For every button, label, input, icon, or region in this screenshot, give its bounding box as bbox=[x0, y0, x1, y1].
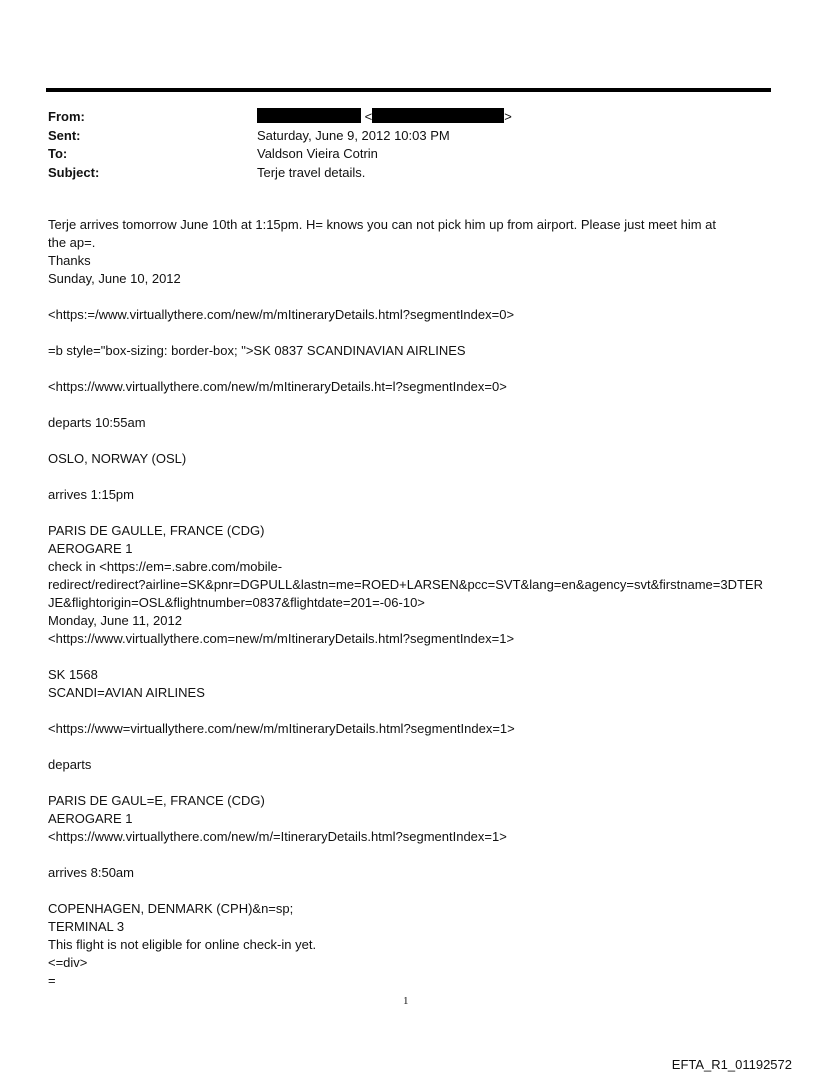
body-line: redirect/redirect?airline=SK&pnr=DGPULL&lastn=me=ROED+LARSEN&pcc=SVT&lang=en&agency=svt&firstname=3DTER bbox=[48, 577, 763, 592]
body-line: SCANDI=AVIAN AIRLINES bbox=[48, 685, 205, 700]
from-lt: < bbox=[364, 109, 373, 124]
email-body bbox=[48, 216, 778, 990]
body-line: = bbox=[48, 973, 56, 988]
body-line: AEROGARE 1 bbox=[48, 811, 133, 826]
body-line: TERMINAL 3 bbox=[48, 919, 125, 934]
document-id: EFTA_R1_01192572 bbox=[671, 1057, 792, 1072]
sent-value: Saturday, June 9, 2012 10:03 PM bbox=[257, 127, 450, 143]
blank-line bbox=[48, 468, 778, 486]
body-line: PARIS DE GAUL=E, FRANCE (CDG) bbox=[48, 793, 265, 808]
blank-line bbox=[48, 360, 778, 378]
blank-line bbox=[48, 504, 778, 522]
from-label: From: bbox=[48, 109, 85, 124]
blank-line bbox=[48, 648, 778, 666]
blank-line bbox=[48, 288, 778, 306]
body-line: departs 10:55am bbox=[48, 415, 146, 430]
body-line: arrives 8:50am bbox=[48, 865, 134, 880]
blank-line bbox=[48, 702, 778, 720]
body-line: Thanks bbox=[48, 253, 91, 268]
body-line: JE&flightorigin=OSL&flightnumber=0837&flightdate=201=-06-10> bbox=[48, 595, 425, 610]
body-line: This flight is not eligible for online check-in yet. bbox=[48, 937, 317, 952]
subject-value: Terje travel details. bbox=[257, 164, 366, 180]
blank-line bbox=[48, 738, 778, 756]
body-line: <https:=/www.virtuallythere.com/new/m/mItineraryDetails.html?segmentIndex=0> bbox=[48, 307, 515, 322]
body-line: Terje arrives tomorrow June 10th at 1:15pm. H= knows you can not pick him up from airport. Please just meet him at bbox=[48, 217, 716, 232]
body-line: <https://www.virtuallythere.com/new/m/mItineraryDetails.ht=l?segmentIndex=0> bbox=[48, 379, 507, 394]
body-line: check in <https://em=.sabre.com/mobile- bbox=[48, 559, 283, 574]
blank-line bbox=[48, 774, 778, 792]
blank-line bbox=[48, 396, 778, 414]
body-line: <https://www.virtuallythere.com/new/m/=ItineraryDetails.html?segmentIndex=1> bbox=[48, 829, 507, 844]
body-line: OSLO, NORWAY (OSL) bbox=[48, 451, 187, 466]
from-gt: > bbox=[504, 109, 512, 124]
body-line: COPENHAGEN, DENMARK (CPH)&n=sp; bbox=[48, 901, 294, 916]
body-line: the ap=. bbox=[48, 235, 96, 250]
body-line: <=div> bbox=[48, 955, 88, 970]
page-number: 1 bbox=[403, 995, 409, 1007]
body-line: <https://www.virtuallythere.com=new/m/mItineraryDetails.html?segmentIndex=1> bbox=[48, 631, 515, 646]
blank-line bbox=[48, 882, 778, 900]
subject-label: Subject: bbox=[48, 164, 100, 180]
body-line: Monday, June 11, 2012 bbox=[48, 613, 182, 628]
blank-line bbox=[48, 846, 778, 864]
body-line: arrives 1:15pm bbox=[48, 487, 134, 502]
from-value bbox=[257, 108, 512, 127]
sent-label: Sent: bbox=[48, 127, 81, 143]
body-line: departs bbox=[48, 757, 92, 772]
body-line: SK 1568 bbox=[48, 667, 98, 682]
body-line: PARIS DE GAULLE, FRANCE (CDG) bbox=[48, 523, 265, 538]
redacted-email-block bbox=[372, 108, 504, 123]
body-line: <https://www=virtuallythere.com/new/m/mItineraryDetails.html?segmentIndex=1> bbox=[48, 721, 515, 736]
body-line: Sunday, June 10, 2012 bbox=[48, 271, 181, 286]
to-value: Valdson Vieira Cotrin bbox=[257, 146, 378, 161]
blank-line bbox=[48, 432, 778, 450]
to-label: To: bbox=[48, 146, 68, 161]
blank-line bbox=[48, 324, 778, 342]
header-rule bbox=[46, 88, 771, 92]
body-line: AEROGARE 1 bbox=[48, 541, 133, 556]
body-line: =b style="box-sizing: border-box; ">SK 0837 SCANDINAVIAN AIRLINES bbox=[48, 343, 466, 358]
redacted-name-block bbox=[257, 108, 361, 123]
